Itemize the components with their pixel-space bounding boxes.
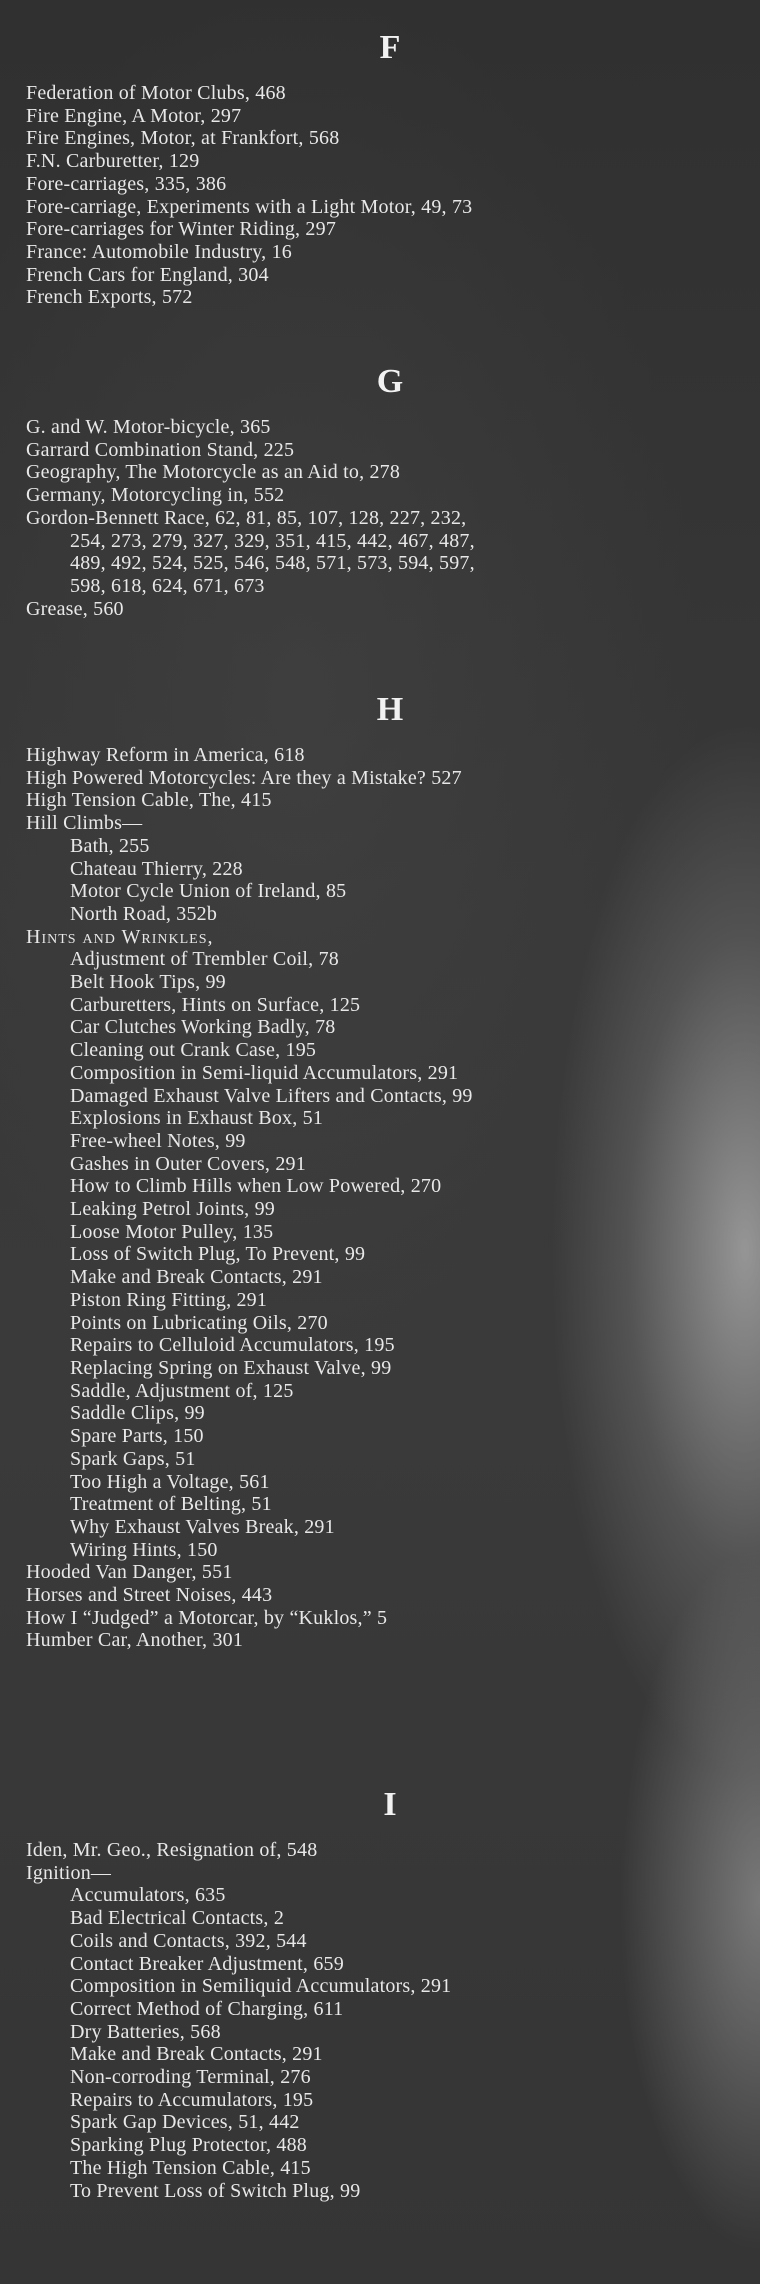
index-subentry: North Road, 352b bbox=[70, 902, 218, 925]
index-subentry: The High Tension Cable, 415 bbox=[70, 2156, 311, 2179]
index-subentry: Saddle, Adjustment of, 125 bbox=[70, 1379, 294, 1402]
index-entry: G. and W. Motor-bicycle, 365 bbox=[26, 416, 271, 438]
index-entry-continuation: 598, 618, 624, 671, 673 bbox=[70, 574, 265, 597]
index-entry: Horses and Street Noises, 443 bbox=[26, 1584, 273, 1607]
section-letter: G bbox=[376, 363, 404, 400]
entry-list bbox=[0, 744, 760, 1652]
index-subentry: Carburetters, Hints on Surface, 125 bbox=[70, 993, 361, 1016]
index-subentry: Leaking Petrol Joints, 99 bbox=[70, 1198, 275, 1221]
index-entry: Fore-carriages for Winter Riding, 297 bbox=[26, 218, 337, 241]
entry-list bbox=[0, 82, 760, 309]
index-entry: Fore-carriage, Experiments with a Light Motor, 49, 73 bbox=[26, 195, 473, 218]
index-section-h bbox=[0, 690, 760, 1652]
index-subentry: Free-wheel Notes, 99 bbox=[70, 1129, 246, 1152]
index-entry: High Powered Motorcycles: Are they a Mistake? 527 bbox=[26, 766, 462, 789]
index-subentry: Repairs to Accumulators, 195 bbox=[70, 2088, 314, 2111]
index-entry: F.N. Carburetter, 129 bbox=[26, 150, 200, 173]
index-subentry: Spark Gap Devices, 51, 442 bbox=[70, 2111, 300, 2134]
index-subentry: Adjustment of Trembler Coil, 78 bbox=[70, 948, 339, 971]
index-subentry: How to Climb Hills when Low Powered, 270 bbox=[70, 1175, 442, 1198]
index-subentry: Belt Hook Tips, 99 bbox=[70, 971, 226, 994]
index-subentry: Non-corroding Terminal, 276 bbox=[70, 2066, 311, 2089]
index-entry: Iden, Mr. Geo., Resignation of, 548 bbox=[26, 1839, 318, 1861]
index-subentry: Treatment of Belting, 51 bbox=[70, 1493, 272, 1516]
index-entry: Grease, 560 bbox=[26, 597, 124, 620]
index-subentry: Make and Break Contacts, 291 bbox=[70, 2043, 323, 2066]
index-subentry: Dry Batteries, 568 bbox=[70, 2020, 221, 2043]
index-entry: Hints and Wrinkles, bbox=[26, 925, 214, 948]
index-entry: Fire Engine, A Motor, 297 bbox=[26, 104, 242, 127]
index-entry: Gordon-Bennett Race, 62, 81, 85, 107, 128, 227, 232, bbox=[26, 506, 467, 529]
index-subentry: Accumulators, 635 bbox=[70, 1884, 226, 1907]
index-entry: French Exports, 572 bbox=[26, 286, 193, 309]
index-entry: Humber Car, Another, 301 bbox=[26, 1629, 244, 1652]
index-entry: French Cars for England, 304 bbox=[26, 263, 269, 286]
index-subentry: Bath, 255 bbox=[70, 834, 150, 857]
index-subentry: Composition in Semiliquid Accumulators, 291 bbox=[70, 1975, 452, 1998]
section-letter: F bbox=[379, 29, 401, 66]
index-entry: Fire Engines, Motor, at Frankfort, 568 bbox=[26, 127, 340, 150]
index-entry: Hooded Van Danger, 551 bbox=[26, 1561, 233, 1584]
index-subentry: Too High a Voltage, 561 bbox=[70, 1470, 270, 1493]
index-entry: Hill Climbs— bbox=[26, 812, 143, 835]
index-entry: Ignition— bbox=[26, 1861, 112, 1884]
index-entry-continuation: 489, 492, 524, 525, 546, 548, 571, 573, 594, 597, bbox=[70, 552, 475, 575]
index-subentry: Composition in Semi-liquid Accumulators, 291 bbox=[70, 1061, 459, 1084]
index-subentry: Correct Method of Charging, 611 bbox=[70, 1997, 344, 2020]
section-letter: H bbox=[376, 691, 404, 728]
index-entry: Highway Reform in America, 618 bbox=[26, 744, 305, 766]
index-entry-continuation: 254, 273, 279, 327, 329, 351, 415, 442, 467, 487, bbox=[70, 529, 475, 552]
index-subentry: Repairs to Celluloid Accumulators, 195 bbox=[70, 1334, 395, 1357]
index-subentry: To Prevent Loss of Switch Plug, 99 bbox=[70, 2179, 361, 2202]
index-subentry: Make and Break Contacts, 291 bbox=[70, 1266, 323, 1289]
index-entry: Geography, The Motorcycle as an Aid to, 278 bbox=[26, 461, 401, 484]
index-subentry: Points on Lubricating Oils, 270 bbox=[70, 1311, 328, 1334]
index-section-f bbox=[0, 28, 760, 309]
index-subentry: Cleaning out Crank Case, 195 bbox=[70, 1039, 317, 1062]
index-subentry: Loose Motor Pulley, 135 bbox=[70, 1220, 274, 1243]
index-subentry: Bad Electrical Contacts, 2 bbox=[70, 1907, 285, 1930]
entry-list bbox=[0, 416, 760, 620]
index-subentry: Loss of Switch Plug, To Prevent, 99 bbox=[70, 1243, 366, 1266]
index-subentry: Wiring Hints, 150 bbox=[70, 1538, 218, 1561]
index-subentry: Why Exhaust Valves Break, 291 bbox=[70, 1515, 335, 1538]
index-entry: How I “Judged” a Motorcar, by “Kuklos,” 5 bbox=[26, 1606, 388, 1629]
index-subentry: Motor Cycle Union of Ireland, 85 bbox=[70, 880, 347, 903]
index-subentry: Saddle Clips, 99 bbox=[70, 1402, 205, 1425]
index-subentry: Explosions in Exhaust Box, 51 bbox=[70, 1107, 324, 1130]
index-subentry: Spark Gaps, 51 bbox=[70, 1447, 196, 1470]
index-entry: High Tension Cable, The, 415 bbox=[26, 789, 272, 812]
index-subentry: Contact Breaker Adjustment, 659 bbox=[70, 1952, 344, 1975]
index-section-i bbox=[0, 1785, 760, 2202]
index-subentry: Piston Ring Fitting, 291 bbox=[70, 1288, 268, 1311]
index-subentry: Gashes in Outer Covers, 291 bbox=[70, 1152, 306, 1175]
index-subentry: Damaged Exhaust Valve Lifters and Contacts, 99 bbox=[70, 1084, 473, 1107]
index-subentry: Coils and Contacts, 392, 544 bbox=[70, 1929, 307, 1952]
index-entry: Fore-carriages, 335, 386 bbox=[26, 172, 227, 195]
index-entry: France: Automobile Industry, 16 bbox=[26, 240, 292, 263]
index-subentry: Spare Parts, 150 bbox=[70, 1425, 204, 1448]
index-subentry: Car Clutches Working Badly, 78 bbox=[70, 1016, 336, 1039]
index-entry: Garrard Combination Stand, 225 bbox=[26, 438, 295, 461]
section-letter: I bbox=[383, 1786, 397, 1823]
index-subentry: Chateau Thierry, 228 bbox=[70, 857, 243, 880]
index-subentry: Sparking Plug Protector, 488 bbox=[70, 2134, 308, 2157]
entry-list bbox=[0, 1839, 760, 2202]
index-entry: Federation of Motor Clubs, 468 bbox=[26, 82, 286, 104]
index-entry: Germany, Motorcycling in, 552 bbox=[26, 484, 285, 507]
index-subentry: Replacing Spring on Exhaust Valve, 99 bbox=[70, 1356, 392, 1379]
index-section-g bbox=[0, 362, 760, 620]
